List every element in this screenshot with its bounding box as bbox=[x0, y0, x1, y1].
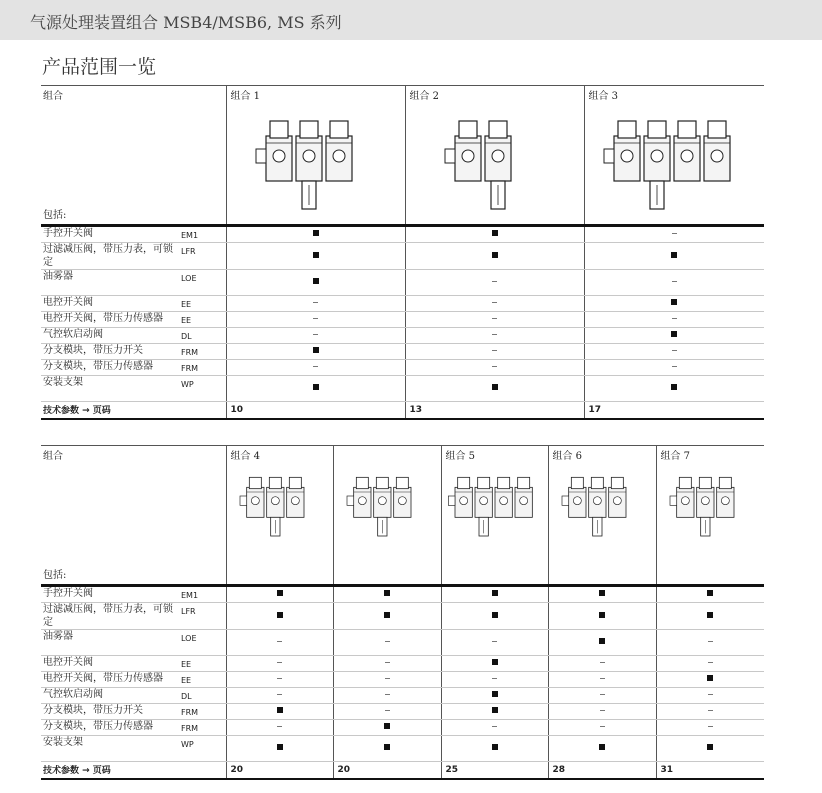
dash-icon bbox=[385, 662, 390, 663]
mark-cell bbox=[333, 672, 441, 688]
page-number: 28 bbox=[548, 762, 656, 779]
filled-square-icon bbox=[384, 612, 390, 618]
component-name: 分支模块，带压力传感器 bbox=[41, 720, 181, 736]
product-image bbox=[552, 464, 652, 547]
dash-icon bbox=[492, 318, 497, 319]
filled-square-icon bbox=[492, 744, 498, 750]
mark-cell bbox=[226, 243, 405, 270]
component-name: 安装支架 bbox=[41, 736, 181, 762]
product-image bbox=[599, 101, 749, 224]
component-name: 分支模块，带压力开关 bbox=[41, 704, 181, 720]
dash-icon bbox=[277, 694, 282, 695]
mark-cell bbox=[441, 586, 548, 603]
includes-label: 包括: bbox=[43, 210, 67, 221]
combination-label: 组合 bbox=[43, 451, 63, 462]
dash-icon bbox=[277, 726, 282, 727]
component-row bbox=[41, 603, 764, 630]
mark-cell bbox=[441, 656, 548, 672]
dash-icon bbox=[277, 641, 282, 642]
combo-name: 组合 3 bbox=[588, 91, 619, 102]
mark-cell bbox=[548, 688, 656, 704]
combination-label: 组合 bbox=[43, 91, 63, 102]
mark-cell bbox=[405, 360, 584, 376]
mark-cell bbox=[226, 344, 405, 360]
component-row bbox=[41, 704, 764, 720]
component-row bbox=[41, 226, 764, 243]
filled-square-icon bbox=[671, 299, 677, 305]
filled-square-icon bbox=[492, 230, 498, 236]
tech-params-label: 技术参数 → 页码 bbox=[41, 762, 226, 779]
dash-icon bbox=[385, 641, 390, 642]
dash-icon bbox=[672, 318, 677, 319]
mark-cell bbox=[405, 312, 584, 328]
label-cell bbox=[41, 446, 226, 586]
dash-icon bbox=[492, 350, 497, 351]
mark-cell bbox=[548, 704, 656, 720]
component-code: WP bbox=[181, 736, 226, 762]
mark-cell bbox=[584, 243, 764, 270]
combo-header bbox=[584, 86, 764, 226]
dash-icon bbox=[492, 678, 497, 679]
component-name: 电控开关阀，带压力传感器 bbox=[41, 672, 181, 688]
filled-square-icon bbox=[313, 278, 319, 284]
dash-icon bbox=[708, 710, 713, 711]
filled-square-icon bbox=[707, 612, 713, 618]
combo-header bbox=[405, 86, 584, 226]
product-image bbox=[660, 464, 760, 547]
dash-icon bbox=[672, 350, 677, 351]
filled-square-icon bbox=[492, 707, 498, 713]
component-row bbox=[41, 376, 764, 402]
tech-params-row bbox=[41, 762, 764, 779]
filled-square-icon bbox=[492, 691, 498, 697]
mark-cell bbox=[226, 586, 333, 603]
header-title: 气源处理装置组合 MSB4/MSB6, MS 系列 bbox=[30, 13, 342, 32]
component-row bbox=[41, 672, 764, 688]
dash-icon bbox=[313, 334, 318, 335]
combo-name: 组合 7 bbox=[660, 451, 691, 462]
filled-square-icon bbox=[384, 723, 390, 729]
mark-cell bbox=[226, 704, 333, 720]
filled-square-icon bbox=[599, 638, 605, 644]
mark-cell bbox=[333, 688, 441, 704]
combo-name: 组合 4 bbox=[230, 451, 261, 462]
page-number: 20 bbox=[226, 762, 333, 779]
mark-cell bbox=[226, 720, 333, 736]
filled-square-icon bbox=[707, 744, 713, 750]
component-row bbox=[41, 630, 764, 656]
mark-cell bbox=[441, 672, 548, 688]
product-image bbox=[230, 464, 330, 547]
dash-icon bbox=[385, 678, 390, 679]
mark-cell bbox=[656, 586, 764, 603]
mark-cell bbox=[656, 603, 764, 630]
dash-icon bbox=[492, 281, 497, 282]
component-name: 气控软启动阀 bbox=[41, 328, 181, 344]
combo-name: 组合 2 bbox=[409, 91, 440, 102]
header-bar bbox=[0, 0, 822, 40]
filled-square-icon bbox=[671, 384, 677, 390]
dash-icon bbox=[600, 694, 605, 695]
mark-cell bbox=[226, 312, 405, 328]
mark-cell bbox=[333, 736, 441, 762]
component-code: EE bbox=[181, 672, 226, 688]
mark-cell bbox=[405, 270, 584, 296]
component-row bbox=[41, 720, 764, 736]
component-name: 分支模块，带压力传感器 bbox=[41, 360, 181, 376]
component-row bbox=[41, 243, 764, 270]
includes-label: 包括: bbox=[43, 570, 67, 581]
mark-cell bbox=[441, 688, 548, 704]
mark-cell bbox=[548, 586, 656, 603]
page-number: 13 bbox=[405, 402, 584, 419]
component-code: DL bbox=[181, 328, 226, 344]
mark-cell bbox=[656, 656, 764, 672]
mark-cell bbox=[226, 360, 405, 376]
component-code: FRM bbox=[181, 360, 226, 376]
product-image bbox=[445, 464, 545, 547]
component-row bbox=[41, 360, 764, 376]
mark-cell bbox=[333, 603, 441, 630]
mark-cell bbox=[548, 630, 656, 656]
tech-params-label: 技术参数 → 页码 bbox=[41, 402, 226, 419]
product-image bbox=[241, 101, 391, 224]
page-number: 17 bbox=[584, 402, 764, 419]
filled-square-icon bbox=[277, 612, 283, 618]
component-name: 分支模块，带压力开关 bbox=[41, 344, 181, 360]
component-row bbox=[41, 312, 764, 328]
filled-square-icon bbox=[599, 612, 605, 618]
dash-icon bbox=[313, 302, 318, 303]
component-name: 过滤减压阀，带压力表，可锁定 bbox=[41, 603, 181, 630]
filled-square-icon bbox=[313, 347, 319, 353]
component-name: 油雾器 bbox=[41, 270, 181, 296]
dash-icon bbox=[492, 302, 497, 303]
component-code: WP bbox=[181, 376, 226, 402]
component-code: FRM bbox=[181, 720, 226, 736]
mark-cell bbox=[548, 656, 656, 672]
filled-square-icon bbox=[707, 590, 713, 596]
page-number: 31 bbox=[656, 762, 764, 779]
mark-cell bbox=[226, 603, 333, 630]
mark-cell bbox=[226, 736, 333, 762]
component-code: EE bbox=[181, 296, 226, 312]
filled-square-icon bbox=[492, 384, 498, 390]
mark-cell bbox=[441, 630, 548, 656]
mark-cell bbox=[441, 603, 548, 630]
component-code: FRM bbox=[181, 704, 226, 720]
mark-cell bbox=[656, 736, 764, 762]
mark-cell bbox=[548, 672, 656, 688]
component-code: EM1 bbox=[181, 586, 226, 603]
component-row bbox=[41, 344, 764, 360]
mark-cell bbox=[226, 328, 405, 344]
combination-table-1 bbox=[41, 85, 764, 420]
filled-square-icon bbox=[277, 590, 283, 596]
mark-cell bbox=[584, 270, 764, 296]
combo-name: 组合 5 bbox=[445, 451, 476, 462]
component-code: EE bbox=[181, 312, 226, 328]
component-row bbox=[41, 328, 764, 344]
filled-square-icon bbox=[313, 252, 319, 258]
mark-cell bbox=[584, 296, 764, 312]
dash-icon bbox=[600, 678, 605, 679]
product-image bbox=[420, 101, 570, 224]
filled-square-icon bbox=[492, 612, 498, 618]
dash-icon bbox=[492, 726, 497, 727]
dash-icon bbox=[277, 662, 282, 663]
component-name: 电控开关阀 bbox=[41, 656, 181, 672]
combo-header bbox=[656, 446, 764, 586]
mark-cell bbox=[656, 704, 764, 720]
mark-cell bbox=[656, 630, 764, 656]
page-number: 25 bbox=[441, 762, 548, 779]
filled-square-icon bbox=[277, 744, 283, 750]
dash-icon bbox=[708, 662, 713, 663]
component-name: 手控开关阀 bbox=[41, 226, 181, 243]
mark-cell bbox=[584, 312, 764, 328]
mark-cell bbox=[548, 603, 656, 630]
mark-cell bbox=[333, 720, 441, 736]
mark-cell bbox=[584, 328, 764, 344]
mark-cell bbox=[584, 376, 764, 402]
mark-cell bbox=[548, 736, 656, 762]
component-row bbox=[41, 736, 764, 762]
component-code: EE bbox=[181, 656, 226, 672]
combo-name: 组合 1 bbox=[230, 91, 261, 102]
dash-icon bbox=[492, 641, 497, 642]
dash-icon bbox=[492, 334, 497, 335]
mark-cell bbox=[226, 376, 405, 402]
mark-cell bbox=[584, 226, 764, 243]
mark-cell bbox=[226, 672, 333, 688]
component-row bbox=[41, 296, 764, 312]
component-name: 过滤减压阀，带压力表，可锁定 bbox=[41, 243, 181, 270]
dash-icon bbox=[672, 366, 677, 367]
combo-header bbox=[441, 446, 548, 586]
mark-cell bbox=[405, 226, 584, 243]
component-code: FRM bbox=[181, 344, 226, 360]
mark-cell bbox=[441, 720, 548, 736]
dash-icon bbox=[277, 678, 282, 679]
combo-header bbox=[226, 86, 405, 226]
tech-params-row bbox=[41, 402, 764, 419]
dash-icon bbox=[600, 662, 605, 663]
mark-cell bbox=[584, 360, 764, 376]
mark-cell bbox=[226, 688, 333, 704]
mark-cell bbox=[405, 243, 584, 270]
dash-icon bbox=[313, 318, 318, 319]
filled-square-icon bbox=[313, 230, 319, 236]
mark-cell bbox=[333, 656, 441, 672]
dash-icon bbox=[708, 641, 713, 642]
combo-header bbox=[226, 446, 333, 586]
dash-icon bbox=[385, 710, 390, 711]
mark-cell bbox=[226, 270, 405, 296]
component-row bbox=[41, 586, 764, 603]
dash-icon bbox=[385, 694, 390, 695]
mark-cell bbox=[405, 376, 584, 402]
component-code: EM1 bbox=[181, 226, 226, 243]
component-code: LOE bbox=[181, 270, 226, 296]
mark-cell bbox=[226, 656, 333, 672]
component-name: 气控软启动阀 bbox=[41, 688, 181, 704]
component-name: 油雾器 bbox=[41, 630, 181, 656]
filled-square-icon bbox=[384, 744, 390, 750]
dash-icon bbox=[600, 726, 605, 727]
page-title: 产品范围一览 bbox=[42, 56, 157, 78]
dash-icon bbox=[708, 726, 713, 727]
mark-cell bbox=[405, 296, 584, 312]
mark-cell bbox=[441, 736, 548, 762]
combo-header bbox=[548, 446, 656, 586]
label-cell bbox=[41, 86, 226, 226]
mark-cell bbox=[584, 344, 764, 360]
component-code: LOE bbox=[181, 630, 226, 656]
mark-cell bbox=[656, 720, 764, 736]
dash-icon bbox=[672, 281, 677, 282]
product-image bbox=[337, 464, 437, 547]
combination-table-2 bbox=[41, 445, 764, 780]
component-name: 电控开关阀 bbox=[41, 296, 181, 312]
mark-cell bbox=[548, 720, 656, 736]
mark-cell bbox=[656, 688, 764, 704]
mark-cell bbox=[226, 226, 405, 243]
dash-icon bbox=[708, 694, 713, 695]
mark-cell bbox=[405, 344, 584, 360]
component-row bbox=[41, 656, 764, 672]
mark-cell bbox=[656, 672, 764, 688]
filled-square-icon bbox=[492, 252, 498, 258]
dash-icon bbox=[672, 233, 677, 234]
component-name: 手控开关阀 bbox=[41, 586, 181, 603]
dash-icon bbox=[600, 710, 605, 711]
filled-square-icon bbox=[492, 590, 498, 596]
mark-cell bbox=[441, 704, 548, 720]
mark-cell bbox=[333, 586, 441, 603]
component-name: 安装支架 bbox=[41, 376, 181, 402]
component-name: 电控开关阀，带压力传感器 bbox=[41, 312, 181, 328]
mark-cell bbox=[405, 328, 584, 344]
component-row bbox=[41, 688, 764, 704]
filled-square-icon bbox=[313, 384, 319, 390]
mark-cell bbox=[226, 296, 405, 312]
filled-square-icon bbox=[707, 675, 713, 681]
mark-cell bbox=[226, 630, 333, 656]
dash-icon bbox=[313, 366, 318, 367]
component-code: LFR bbox=[181, 243, 226, 270]
component-code: DL bbox=[181, 688, 226, 704]
combo-name: 组合 6 bbox=[552, 451, 583, 462]
filled-square-icon bbox=[492, 659, 498, 665]
component-code: LFR bbox=[181, 603, 226, 630]
mark-cell bbox=[333, 630, 441, 656]
filled-square-icon bbox=[277, 707, 283, 713]
filled-square-icon bbox=[671, 252, 677, 258]
component-row bbox=[41, 270, 764, 296]
combo-header bbox=[333, 446, 441, 586]
filled-square-icon bbox=[599, 744, 605, 750]
page-number: 10 bbox=[226, 402, 405, 419]
dash-icon bbox=[492, 366, 497, 367]
filled-square-icon bbox=[599, 590, 605, 596]
filled-square-icon bbox=[384, 590, 390, 596]
filled-square-icon bbox=[671, 331, 677, 337]
mark-cell bbox=[333, 704, 441, 720]
page-number: 20 bbox=[333, 762, 441, 779]
